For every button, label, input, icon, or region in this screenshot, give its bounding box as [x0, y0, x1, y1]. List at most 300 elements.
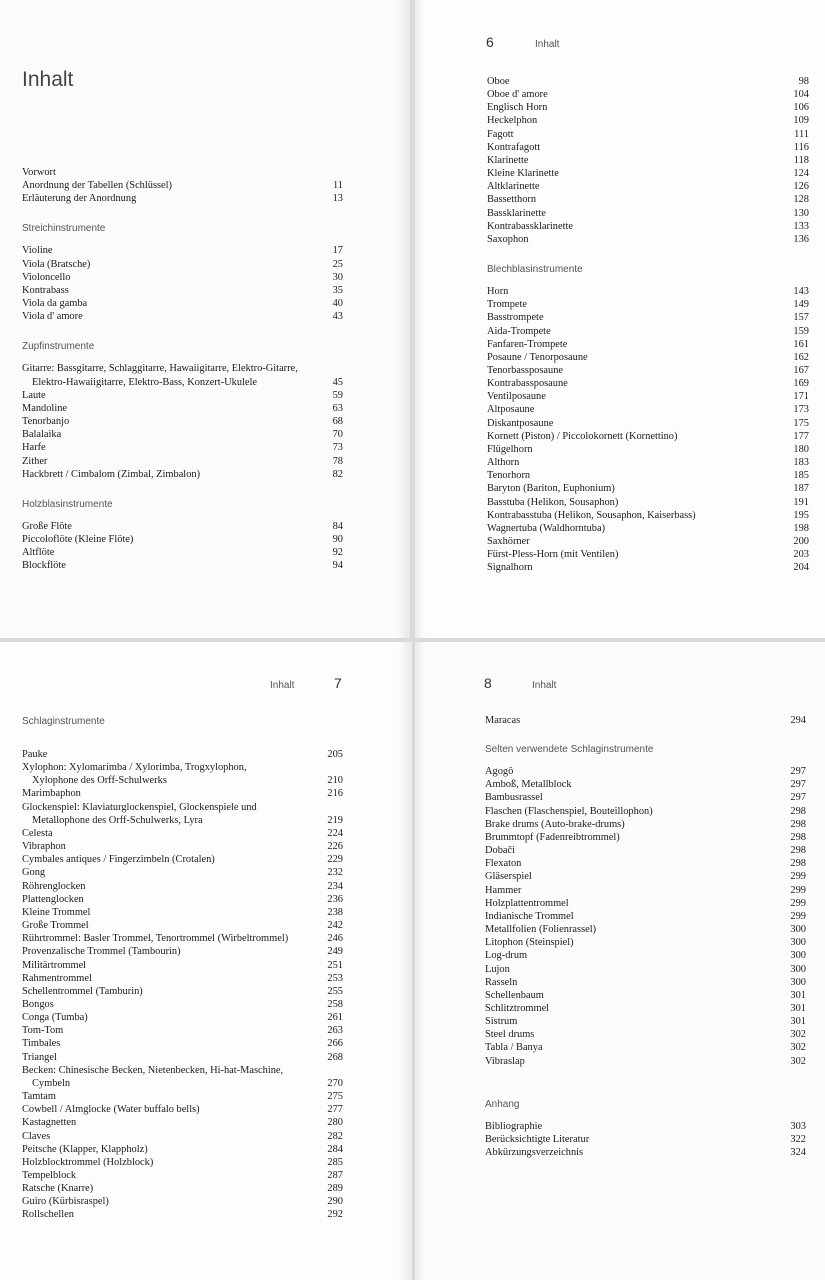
toc-entry-page: 275 — [327, 1091, 343, 1103]
toc-entry — [22, 179, 343, 192]
toc-entry-page: 299 — [790, 897, 806, 909]
toc-entry — [485, 765, 806, 778]
toc-entry-page: 300 — [790, 976, 806, 988]
toc-entry — [22, 919, 343, 932]
toc-entry-page: 106 — [793, 102, 809, 114]
toc-entry-page: 203 — [793, 549, 809, 561]
toc-entry — [487, 167, 809, 180]
page-number: 7 — [334, 675, 342, 691]
toc-entry-title: Mandoline — [22, 402, 68, 414]
toc-entry-page: 205 — [327, 749, 343, 760]
toc-entry-page: 68 — [332, 416, 343, 428]
toc-entry — [22, 1195, 343, 1208]
toc-list — [22, 748, 343, 1222]
toc-entry-page: 136 — [793, 233, 809, 245]
toc-entry-page: 130 — [793, 207, 809, 219]
toc-entry-title: Große Trommel — [22, 920, 89, 932]
toc-entry-title: Metallfolien (Folienrassel) — [485, 924, 597, 936]
toc-entry-title: Fanfaren-Trompete — [487, 338, 568, 350]
toc-list — [22, 166, 343, 205]
toc-entry — [22, 428, 343, 441]
toc-entry — [485, 844, 806, 857]
toc-entry-continuation — [22, 1077, 343, 1090]
page-7 — [0, 642, 412, 1280]
toc-entry-title: Celesta — [22, 827, 53, 839]
toc-entry-title: Tempelblock — [22, 1170, 77, 1181]
toc-entry-page: 242 — [327, 920, 343, 932]
toc-entry-page: 216 — [327, 788, 343, 800]
toc-entry-page: 70 — [332, 429, 343, 441]
toc-entry — [22, 1208, 343, 1221]
toc-entry-title: Harfe — [22, 442, 46, 454]
toc-entry — [22, 985, 343, 998]
running-header: Inhalt — [532, 680, 557, 691]
toc-entry-page: 270 — [327, 1077, 343, 1089]
toc-entry-page: 11 — [332, 180, 343, 192]
toc-entry-title: Ventilposaune — [487, 391, 546, 403]
running-header: Inhalt — [270, 680, 295, 691]
toc-entry-page: 301 — [790, 989, 806, 1001]
toc-entry-title: Bambusrassel — [485, 792, 543, 804]
toc-entry-title: Militärtrommel — [22, 959, 87, 971]
toc-entry-title: Xylophon: Xylomarimba / Xylorimba, Trogxylophon, — [22, 762, 247, 774]
toc-entry — [487, 180, 809, 193]
toc-entry — [487, 417, 809, 430]
toc-entry — [485, 778, 806, 791]
toc-entry — [22, 1103, 343, 1116]
toc-entry — [485, 1120, 806, 1133]
toc-entry-page: 300 — [790, 950, 806, 962]
toc-entry — [485, 818, 806, 831]
toc-entry-title: Holzblocktrommel (Holzblock) — [22, 1156, 154, 1168]
toc-entry — [22, 1090, 343, 1103]
toc-entry-title: Altflöte — [22, 547, 55, 559]
toc-entry-page: 226 — [327, 841, 343, 853]
toc-entry — [487, 364, 809, 377]
toc-entry — [22, 546, 343, 559]
toc-entry — [487, 141, 809, 154]
toc-entry-title: Viola da gamba — [22, 298, 88, 310]
toc-entry — [22, 271, 343, 284]
toc-block-1 — [22, 166, 343, 572]
toc-entry — [22, 959, 343, 972]
toc-entry — [487, 233, 809, 246]
toc-entry-title: Hackbrett / Cimbalom (Zimbal, Zimbalon) — [22, 468, 201, 480]
toc-entry-page: 298 — [790, 818, 806, 830]
toc-entry — [485, 791, 806, 804]
toc-entry-page: 287 — [327, 1170, 343, 1181]
toc-entry — [22, 415, 343, 428]
toc-entry-page: 185 — [793, 470, 809, 482]
toc-entry-page: 128 — [793, 194, 809, 206]
toc-entry-title: Plattenglocken — [22, 893, 84, 905]
toc-list — [22, 244, 343, 323]
toc-entry-title: Zither — [22, 455, 48, 467]
toc-entry-title: Dobači — [485, 845, 516, 857]
toc-entry — [22, 866, 343, 879]
toc-entry — [22, 1156, 343, 1169]
toc-list — [485, 1120, 806, 1159]
toc-entry — [22, 402, 343, 415]
toc-entry-title: Viola (Bratsche) — [22, 258, 91, 270]
toc-entry-page: 157 — [793, 312, 809, 324]
toc-entry — [487, 285, 809, 298]
toc-entry-title: Englisch Horn — [487, 102, 548, 114]
toc-entry-page: 109 — [793, 115, 809, 127]
toc-entry — [485, 1146, 806, 1159]
toc-entry — [485, 910, 806, 923]
toc-entry — [487, 377, 809, 390]
toc-entry-title: Saxophon — [487, 233, 529, 245]
toc-entry-title: Violine — [22, 245, 53, 257]
toc-entry-title: Flexaton — [485, 858, 522, 870]
page-gutter-shadow — [415, 642, 425, 1280]
toc-entry — [485, 1015, 806, 1028]
toc-entry-page: 302 — [790, 1042, 806, 1054]
toc-entry-page: 266 — [327, 1038, 343, 1050]
toc-entry-title: Diskantposaune — [487, 417, 554, 429]
toc-entry-page: 289 — [327, 1183, 343, 1195]
toc-entry-title: Ratsche (Knarre) — [22, 1183, 94, 1195]
toc-entry-page: 159 — [793, 325, 809, 337]
toc-entry — [22, 1130, 343, 1143]
toc-entry — [487, 482, 809, 495]
toc-entry — [487, 561, 809, 574]
toc-entry — [22, 441, 343, 454]
toc-entry-title: Violoncello — [22, 271, 71, 283]
toc-entry-title: Amboß, Metallblock — [485, 779, 572, 791]
toc-entry-page: 324 — [790, 1147, 806, 1159]
toc-entry — [22, 998, 343, 1011]
toc-entry-title: Cowbell / Almglocke (Water buffalo bells) — [22, 1104, 200, 1116]
toc-entry-page: 232 — [327, 867, 343, 879]
toc-entry-page: 249 — [327, 946, 343, 958]
toc-entry-title: Rasseln — [485, 976, 518, 988]
toc-entry — [487, 496, 809, 509]
toc-entry — [485, 1041, 806, 1054]
toc-entry-page: 224 — [327, 827, 343, 839]
toc-entry-page: 258 — [327, 998, 343, 1010]
toc-entry-page: 98 — [798, 76, 809, 87]
toc-entry-page: 187 — [793, 483, 809, 495]
toc-entry-title: Hammer — [485, 884, 522, 896]
toc-entry — [487, 548, 809, 561]
toc-entry — [22, 906, 343, 919]
toc-entry — [22, 520, 343, 533]
toc-entry-title: Flügelhorn — [487, 443, 533, 455]
toc-entry — [22, 559, 343, 572]
toc-entry — [487, 403, 809, 416]
toc-entry-page: 253 — [327, 972, 343, 984]
toc-entry-title: Kastagnetten — [22, 1117, 77, 1129]
toc-entry — [485, 870, 806, 883]
toc-entry-title: Tenorhorn — [487, 470, 531, 482]
toc-entry-page: 285 — [327, 1156, 343, 1168]
toc-entry-page: 59 — [332, 389, 343, 401]
toc-entry — [22, 972, 343, 985]
toc-entry-page: 161 — [793, 338, 809, 350]
toc-entry-title: Signalhorn — [487, 562, 533, 574]
toc-entry-title: Sistrum — [485, 1016, 518, 1028]
toc-entry-title-continuation: Xylophone des Orff-Schulwerks — [32, 775, 167, 787]
section-heading-woodwinds: Holzblasinstrumente — [22, 498, 113, 510]
toc-entry — [485, 805, 806, 818]
toc-entry — [22, 1024, 343, 1037]
toc-entry — [22, 244, 343, 257]
toc-entry-title: Tenorbanjo — [22, 416, 70, 428]
toc-list — [487, 285, 809, 574]
toc-entry-page: 94 — [332, 560, 343, 572]
toc-entry-title: Große Flöte — [22, 520, 72, 532]
toc-entry-title: Peitsche (Klapper, Klappholz) — [22, 1143, 148, 1155]
toc-entry-title: Holzplattentrommel — [485, 897, 569, 909]
toc-entry-page: 35 — [332, 284, 343, 296]
toc-entry-title: Röhrenglocken — [22, 880, 86, 892]
toc-entry-title: Vorwort — [22, 167, 56, 178]
toc-entry-page: 92 — [332, 547, 343, 559]
toc-entry — [487, 469, 809, 482]
toc-entry — [487, 456, 809, 469]
toc-entry-page: 191 — [793, 496, 809, 508]
page-number: 6 — [486, 34, 494, 50]
toc-entry-page: 284 — [327, 1143, 343, 1155]
toc-entry — [487, 311, 809, 324]
toc-entry-title: Becken: Chinesische Becken, Nietenbecken, Hi-hat-Maschine, — [22, 1064, 284, 1076]
toc-entry-title: Gong — [22, 867, 46, 879]
toc-entry-page: 238 — [327, 906, 343, 918]
toc-entry-page: 73 — [332, 442, 343, 454]
toc-entry-title: Kornett (Piston) / Piccolokornett (Kornettino) — [487, 430, 678, 442]
toc-entry — [22, 297, 343, 310]
toc-entry — [485, 714, 806, 727]
page-6 — [415, 0, 825, 638]
toc-entry — [22, 853, 343, 866]
toc-entry-page: 298 — [790, 845, 806, 857]
toc-entry-page: 63 — [332, 402, 343, 414]
toc-entry-title: Cymbales antiques / Fingerzimbeln (Crotalen) — [22, 854, 215, 866]
toc-entry-title: Glockenspiel: Klaviaturglockenspiel, Glockenspiele und — [22, 801, 257, 813]
toc-entry — [487, 193, 809, 206]
section-heading-plucked: Zupfinstrumente — [22, 341, 95, 353]
toc-entry — [22, 840, 343, 853]
toc-entry — [22, 1064, 343, 1077]
toc-entry-page: 251 — [327, 959, 343, 971]
toc-entry-page: 219 — [327, 814, 343, 826]
toc-list — [485, 765, 806, 1068]
toc-entry — [22, 761, 343, 774]
toc-entry-title: Bibliographie — [485, 1120, 543, 1132]
toc-entry-page: 301 — [790, 1016, 806, 1028]
toc-entry — [22, 827, 343, 840]
toc-entry-page: 210 — [327, 775, 343, 787]
toc-entry-title: Althorn — [487, 457, 520, 469]
toc-entry — [487, 509, 809, 522]
toc-entry-page: 183 — [793, 457, 809, 469]
toc-entry — [22, 787, 343, 800]
toc-entry-page: 13 — [332, 193, 343, 205]
toc-entry-title: Agogô — [485, 766, 514, 778]
toc-entry-page: 126 — [793, 181, 809, 193]
toc-entry — [22, 166, 343, 179]
toc-entry-page: 133 — [793, 220, 809, 232]
section-heading-brass: Blechblasinstrumente — [487, 264, 583, 276]
toc-block-3 — [22, 715, 343, 1222]
toc-entry-title: Erläuterung der Anordnung — [22, 193, 137, 205]
toc-entry-page: 299 — [790, 910, 806, 922]
toc-entry-page: 282 — [327, 1130, 343, 1142]
toc-entry-title: Tamtam — [22, 1091, 56, 1103]
toc-entry-page: 78 — [332, 455, 343, 467]
toc-entry — [22, 284, 343, 297]
toc-entry-title: Basstuba (Helikon, Sousaphon) — [487, 496, 619, 508]
toc-entry-title: Bassklarinette — [487, 207, 546, 219]
toc-entry-page: 118 — [793, 154, 809, 166]
toc-entry-page: 255 — [327, 985, 343, 997]
toc-entry — [487, 535, 809, 548]
toc-entry-title: Laute — [22, 389, 46, 401]
toc-entry-page: 25 — [332, 258, 343, 270]
page-gutter-shadow — [396, 0, 410, 638]
toc-entry-title: Saxhörner — [487, 536, 530, 547]
toc-entry-page: 302 — [790, 1029, 806, 1041]
toc-entry-title: Kontrabass — [22, 284, 69, 296]
toc-entry-page: 162 — [793, 351, 809, 363]
section-heading-appendix: Anhang — [485, 1098, 520, 1110]
toc-entry-page: 298 — [790, 858, 806, 870]
toc-entry-page: 294 — [790, 715, 806, 726]
toc-entry-title: Blockflöte — [22, 560, 66, 572]
toc-entry-title: Timbales — [22, 1038, 61, 1050]
toc-entry — [485, 884, 806, 897]
toc-entry-page: 246 — [327, 933, 343, 945]
toc-entry — [487, 390, 809, 403]
toc-entry-title: Kleine Trommel — [22, 906, 91, 918]
toc-entry-title: Kontrabassposaune — [487, 378, 568, 390]
toc-entry-title: Anordnung der Tabellen (Schlüssel) — [22, 180, 172, 192]
section-heading-rare-percussion: Selten verwendete Schlaginstrumente — [485, 744, 654, 756]
toc-entry-title: Steel drums — [485, 1029, 535, 1041]
page-gutter-shadow — [415, 0, 425, 638]
page-title: Inhalt — [22, 68, 74, 91]
toc-entry-page: 124 — [793, 168, 809, 180]
toc-entry-title: Litophon (Steinspiel) — [485, 937, 574, 949]
toc-entry-page: 175 — [793, 417, 809, 429]
toc-entry-page: 277 — [327, 1104, 343, 1116]
toc-entry-page: 261 — [327, 1012, 343, 1024]
toc-entry-page: 300 — [790, 937, 806, 949]
toc-entry-continuation — [22, 814, 343, 827]
toc-entry — [485, 857, 806, 870]
toc-entry — [22, 880, 343, 893]
toc-entry — [22, 748, 343, 761]
page-8 — [415, 642, 825, 1280]
toc-entry — [485, 897, 806, 910]
toc-entry-page: 17 — [332, 245, 343, 257]
toc-list — [22, 389, 343, 481]
toc-entry — [22, 801, 343, 814]
toc-entry-continuation — [22, 774, 343, 787]
toc-entry-page: 300 — [790, 924, 806, 936]
toc-entry-title: Posaune / Tenorposaune — [487, 351, 588, 363]
toc-entry — [22, 468, 343, 481]
toc-entry-page: 301 — [790, 1002, 806, 1014]
toc-entry — [487, 114, 809, 127]
toc-entry-title: Kontrabassklarinette — [487, 220, 573, 232]
toc-entry — [487, 522, 809, 535]
page-number: 8 — [484, 675, 492, 691]
toc-entry-page: 234 — [327, 880, 343, 892]
toc-entry-title: Flaschen (Flaschenspiel, Bouteillophon) — [485, 805, 653, 817]
toc-entry-page: 90 — [332, 533, 343, 545]
toc-entry-title: Kleine Klarinette — [487, 168, 559, 180]
toc-entry — [485, 936, 806, 949]
toc-entry-title: Fagott — [487, 128, 514, 140]
toc-entry-title: Claves — [22, 1130, 51, 1142]
page-5 — [0, 0, 410, 638]
toc-entry-title: Tom-Tom — [22, 1025, 64, 1037]
toc-entry-page: 180 — [793, 443, 809, 455]
toc-entry-title: Aida-Trompete — [487, 325, 551, 337]
toc-entry-title: Triangel — [22, 1051, 57, 1063]
toc-entry-page: 299 — [790, 871, 806, 883]
toc-entry-title: Rollschellen — [22, 1209, 74, 1221]
toc-entry-title: Heckelphon — [487, 115, 538, 127]
toc-entry — [487, 88, 809, 101]
toc-entry-page: 173 — [793, 404, 809, 416]
toc-entry-page: 268 — [327, 1051, 343, 1063]
toc-entry — [487, 75, 809, 88]
toc-entry-page: 169 — [793, 378, 809, 390]
toc-entry — [22, 533, 343, 546]
toc-entry-page: 40 — [332, 298, 343, 310]
toc-entry-page: 116 — [793, 141, 809, 153]
toc-entry — [22, 192, 343, 205]
toc-entry — [487, 128, 809, 141]
toc-entry-title-continuation: Cymbeln — [32, 1077, 71, 1089]
toc-entry — [22, 1051, 343, 1064]
toc-entry-page: 299 — [790, 884, 806, 896]
page-gutter-shadow — [398, 642, 412, 1280]
toc-entry — [487, 101, 809, 114]
toc-entry — [487, 207, 809, 220]
toc-entry — [22, 1169, 343, 1182]
toc-entry-title: Brake drums (Auto-brake-drums) — [485, 818, 625, 830]
toc-entry-title: Rührtrommel: Basler Trommel, Tenortrommel (Wirbeltrommel) — [22, 933, 289, 945]
toc-entry-page: 298 — [790, 831, 806, 843]
toc-entry — [485, 963, 806, 976]
toc-entry-page: 322 — [790, 1133, 806, 1145]
toc-entry-title: Schellenbaum — [485, 989, 544, 1001]
toc-entry-title: Baryton (Bariton, Euphonium) — [487, 483, 615, 495]
toc-entry-page: 104 — [793, 89, 809, 101]
toc-entry — [22, 945, 343, 958]
toc-entry-page: 195 — [793, 509, 809, 521]
toc-entry-page: 82 — [332, 468, 343, 480]
toc-entry — [485, 1028, 806, 1041]
toc-entry-page: 300 — [790, 963, 806, 975]
toc-list — [22, 520, 343, 573]
toc-entry-page: 45 — [332, 376, 343, 388]
toc-entry — [487, 220, 809, 233]
toc-entry-title: Kontrabasstuba (Helikon, Sousaphon, Kaiserbass) — [487, 509, 696, 521]
toc-entry — [22, 1037, 343, 1050]
toc-entry-page: 143 — [793, 286, 809, 298]
toc-list — [487, 75, 809, 246]
toc-entry — [487, 325, 809, 338]
toc-entry-title: Schlitztrommel — [485, 1002, 550, 1014]
toc-entry-title: Lujon — [485, 963, 510, 975]
toc-entry-title: Abkürzungsverzeichnis — [485, 1147, 584, 1159]
